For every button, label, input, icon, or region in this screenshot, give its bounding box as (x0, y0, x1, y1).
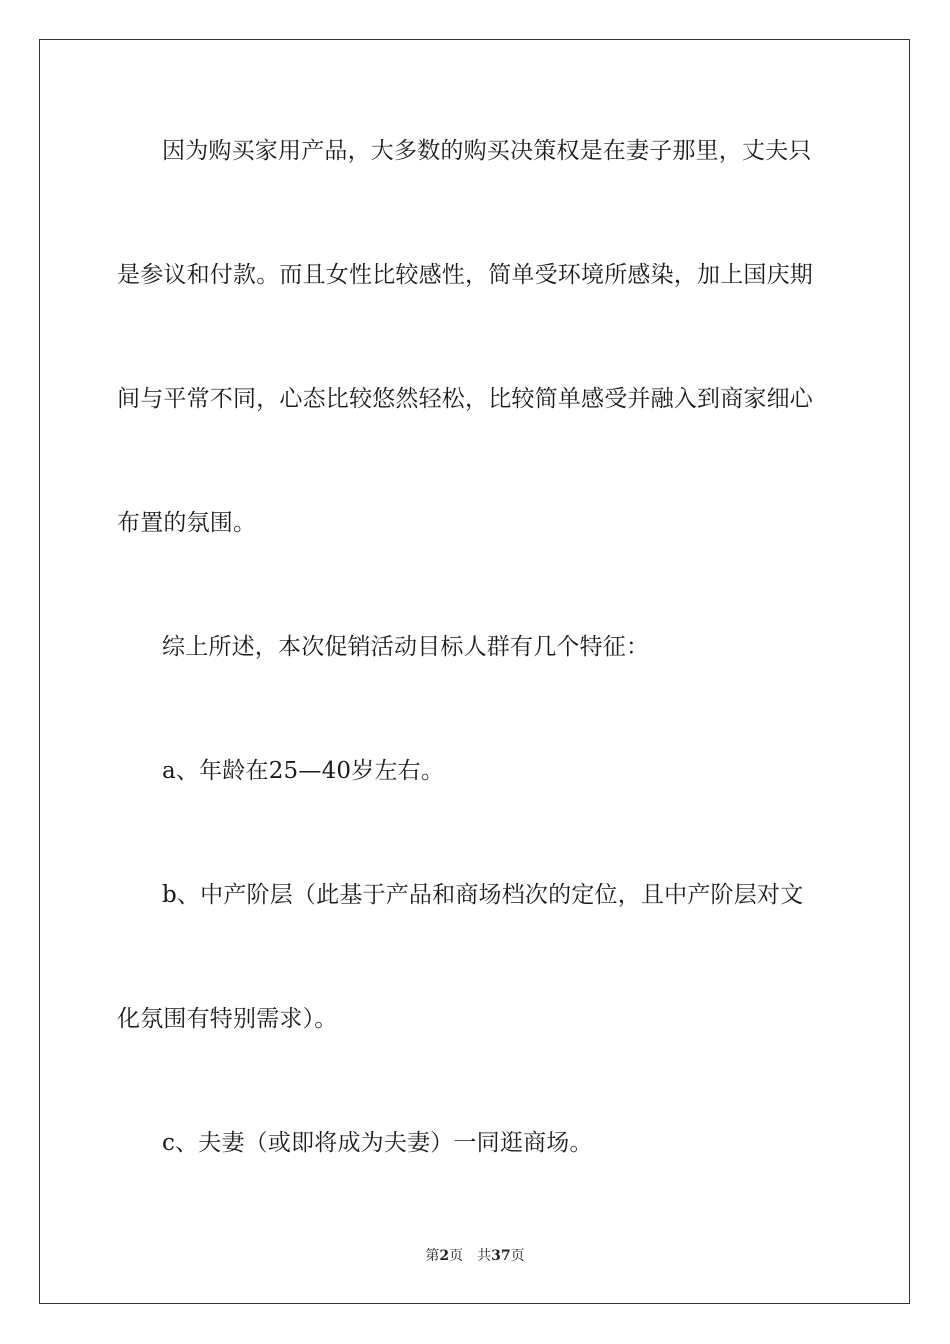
footer-page-number: 2 (439, 1248, 450, 1264)
page-border (39, 39, 910, 1304)
list-item-b-line-2: 化氛围有特别需求）。 (117, 1006, 338, 1032)
paragraph-2: 综上所述，本次促销活动目标人群有几个特征： (162, 634, 650, 660)
paragraph-1-line-3: 间与平常不同，心态比较悠然轻松，比较简单感受并融入到商家细心 (117, 386, 813, 412)
footer-total-pages: 37 (491, 1248, 511, 1264)
page-footer (0, 1247, 950, 1265)
list-item-a: a、年龄在25—40岁左右。 (162, 758, 445, 784)
footer-total-prefix: 共 (477, 1248, 492, 1264)
footer-page-prefix: 第 (425, 1248, 440, 1264)
footer-total-suffix: 页 (510, 1248, 525, 1264)
list-item-b-line-1: b、中产阶层（此基于产品和商场档次的定位，且中产阶层对文 (162, 882, 804, 908)
paragraph-1-line-2: 是参议和付款。而且女性比较感性，简单受环境所感染，加上国庆期 (117, 262, 813, 288)
paragraph-1-line-1: 因为购买家用产品，大多数的购买决策权是在妻子那里，丈夫只 (162, 138, 812, 164)
footer-page-suffix: 页 (449, 1248, 464, 1264)
paragraph-1-line-4: 布置的氛围。 (117, 510, 257, 536)
list-item-c: c、夫妻（或即将成为夫妻）一同逛商场。 (162, 1130, 593, 1156)
